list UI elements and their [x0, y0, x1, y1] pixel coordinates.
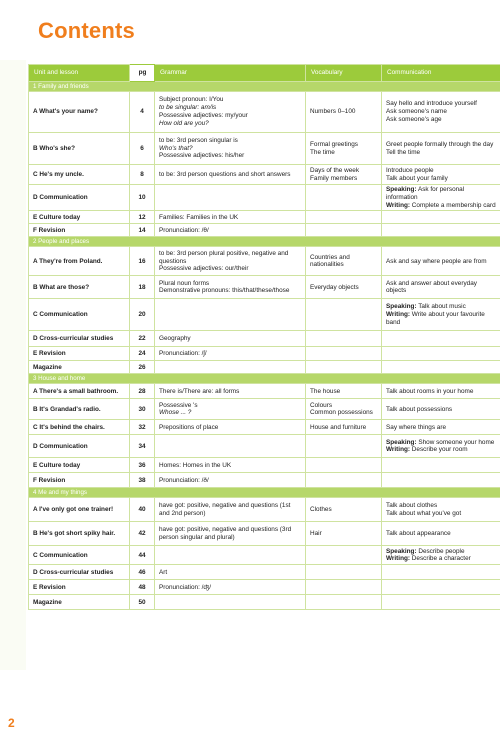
vocabulary-cell — [306, 473, 382, 488]
grammar-cell — [155, 435, 306, 458]
vocabulary-cell — [306, 347, 382, 361]
contents-table-wrapper — [28, 64, 500, 610]
lesson-title: C Communication — [29, 299, 130, 331]
vocabulary-cell-line: Common possessions — [310, 409, 373, 417]
vocabulary-cell — [306, 458, 382, 473]
communication-cell-line: Tell the time — [386, 148, 421, 156]
table-row — [29, 580, 500, 595]
grammar-cell — [155, 276, 306, 299]
section-title: 4 Me and my things — [29, 488, 500, 498]
vocabulary-cell-line: House and furniture — [310, 423, 367, 431]
communication-cell — [382, 498, 500, 522]
lesson-title: D Communication — [29, 435, 130, 458]
skill-text: Write about your favourite band — [386, 311, 485, 326]
grammar-cell-line: to be: 3rd person plural positive, negative and questions — [159, 249, 289, 265]
grammar-cell — [155, 473, 306, 488]
communication-cell-line: Talk about what you've got — [386, 509, 462, 517]
vocabulary-cell — [306, 247, 382, 276]
lesson-title: E Culture today — [29, 458, 130, 473]
communication-cell-line — [386, 186, 496, 202]
table-row — [29, 522, 500, 546]
communication-cell — [382, 435, 500, 458]
page-ref: 36 — [130, 458, 155, 473]
communication-cell-line — [386, 555, 496, 563]
grammar-cell-line: There is/There are: all forms — [159, 387, 240, 395]
grammar-cell-line: Demonstrative pronouns: this/that/these/those — [159, 287, 290, 295]
communication-cell-line: Talk about appearance — [386, 530, 451, 538]
page-ref: 38 — [130, 473, 155, 488]
table-row — [29, 247, 500, 276]
grammar-cell — [155, 224, 306, 237]
page-ref: 28 — [130, 384, 155, 399]
communication-cell — [382, 165, 500, 185]
grammar-cell-line: Whose ... ? — [159, 409, 192, 417]
page-ref: 24 — [130, 347, 155, 361]
vocabulary-cell — [306, 435, 382, 458]
communication-cell — [382, 420, 500, 435]
skill-label: Writing: — [386, 555, 411, 563]
lesson-title: D Communication — [29, 185, 130, 211]
skill-label: Speaking: — [386, 186, 417, 193]
skill-text: Describe a character — [410, 555, 471, 563]
communication-cell-line: Ask and answer about everyday objects — [386, 279, 477, 295]
vocabulary-cell-line: The time — [310, 148, 335, 156]
skill-label: Writing: — [386, 201, 411, 209]
grammar-cell-line: Subject pronoun: I/You — [159, 96, 224, 104]
communication-cell-line — [386, 311, 496, 327]
vocabulary-cell-line: Days of the week — [310, 166, 360, 174]
grammar-cell — [155, 347, 306, 361]
communication-cell-line: Say hello and introduce yourself — [386, 100, 477, 108]
grammar-cell-line: Prepositions of place — [159, 423, 219, 431]
grammar-cell-line: Possessive adjectives: my/your — [159, 112, 248, 119]
page-number: 2 — [8, 716, 15, 730]
page-ref: 14 — [130, 224, 155, 237]
skill-label: Speaking: — [386, 438, 417, 446]
skill-text: Talk about music — [416, 303, 466, 311]
skill-text: Describe your room — [410, 446, 468, 454]
contents-table — [28, 64, 500, 610]
vocabulary-cell — [306, 498, 382, 522]
contents-body — [29, 82, 500, 610]
communication-cell — [382, 347, 500, 361]
page-ref: 50 — [130, 595, 155, 610]
table-row — [29, 331, 500, 347]
communication-cell-line: Talk about possessions — [386, 405, 453, 413]
table-row — [29, 458, 500, 473]
communication-cell-line: Ask someone's age — [386, 115, 442, 123]
page-ref: 44 — [130, 546, 155, 565]
grammar-cell — [155, 458, 306, 473]
grammar-cell — [155, 399, 306, 420]
header-unit: Unit and lesson — [29, 65, 130, 82]
communication-cell-line: Talk about clothes — [386, 502, 438, 510]
grammar-cell — [155, 92, 306, 133]
grammar-cell — [155, 247, 306, 276]
vocabulary-cell — [306, 276, 382, 299]
page-ref: 34 — [130, 435, 155, 458]
lesson-title: E Revision — [29, 347, 130, 361]
table-row — [29, 384, 500, 399]
vocabulary-cell — [306, 565, 382, 580]
grammar-cell — [155, 522, 306, 546]
table-row — [29, 299, 500, 331]
vocabulary-cell — [306, 133, 382, 165]
page-title: Contents — [38, 18, 135, 43]
vocabulary-cell — [306, 546, 382, 565]
vocabulary-cell — [306, 580, 382, 595]
grammar-cell — [155, 595, 306, 610]
communication-cell-line: Introduce people — [386, 166, 434, 174]
grammar-cell — [155, 185, 306, 211]
communication-cell-line: Ask someone's name — [386, 108, 447, 116]
lesson-title: A What's your name? — [29, 92, 130, 133]
vocabulary-cell — [306, 420, 382, 435]
communication-cell — [382, 399, 500, 420]
section-header-row — [29, 374, 500, 384]
communication-cell — [382, 384, 500, 399]
vocabulary-cell-line: Hair — [310, 530, 322, 538]
table-row — [29, 546, 500, 565]
table-row — [29, 435, 500, 458]
grammar-cell — [155, 165, 306, 185]
page-ref: 12 — [130, 211, 155, 224]
page-ref: 46 — [130, 565, 155, 580]
communication-cell — [382, 92, 500, 133]
section-title: 2 People and places — [29, 237, 500, 247]
lesson-title: F Revision — [29, 224, 130, 237]
lesson-title: D Cross-curricular studies — [29, 331, 130, 347]
communication-cell — [382, 522, 500, 546]
page-ref: 42 — [130, 522, 155, 546]
communication-cell — [382, 473, 500, 488]
communication-cell-line: Say where things are — [386, 423, 447, 431]
grammar-cell — [155, 384, 306, 399]
lesson-title: A They're from Poland. — [29, 247, 130, 276]
communication-cell — [382, 361, 500, 374]
skill-label: Speaking: — [386, 303, 417, 311]
skill-text: Show someone your home — [416, 438, 495, 446]
lesson-title: D Cross-curricular studies — [29, 565, 130, 580]
vocabulary-cell — [306, 522, 382, 546]
communication-cell — [382, 276, 500, 299]
table-row — [29, 165, 500, 185]
vocabulary-cell-line: Countries and nationalities — [310, 253, 350, 269]
table-row — [29, 347, 500, 361]
vocabulary-cell — [306, 595, 382, 610]
lesson-title: B He's got short spiky hair. — [29, 522, 130, 546]
vocabulary-cell — [306, 165, 382, 185]
vocabulary-cell — [306, 211, 382, 224]
page-ref: 30 — [130, 399, 155, 420]
vocabulary-cell — [306, 384, 382, 399]
vocabulary-cell — [306, 224, 382, 237]
table-row — [29, 92, 500, 133]
communication-cell — [382, 546, 500, 565]
grammar-cell-line: Homes: Homes in the UK — [159, 461, 232, 469]
header-vocabulary: Vocabulary — [306, 65, 382, 82]
communication-cell — [382, 299, 500, 331]
vocabulary-cell-line: The house — [310, 387, 341, 395]
section-header-row — [29, 237, 500, 247]
vocabulary-cell-line: Family members — [310, 174, 358, 182]
skill-label: Writing: — [386, 446, 411, 454]
grammar-cell — [155, 580, 306, 595]
communication-cell — [382, 133, 500, 165]
table-row — [29, 224, 500, 237]
grammar-cell — [155, 565, 306, 580]
grammar-cell-line: Pronunciation: /ʤ/ — [159, 583, 211, 591]
communication-cell — [382, 565, 500, 580]
communication-cell — [382, 247, 500, 276]
header-pg: pg — [130, 65, 155, 82]
grammar-cell-line: Possessive adjectives: our/their — [159, 265, 249, 273]
table-row — [29, 211, 500, 224]
page-ref: 6 — [130, 133, 155, 165]
skill-text: Describe people — [416, 547, 465, 555]
communication-cell-line: Ask and say where people are from — [386, 257, 487, 265]
lesson-title: E Revision — [29, 580, 130, 595]
page-ref: 18 — [130, 276, 155, 299]
table-row — [29, 498, 500, 522]
grammar-cell — [155, 546, 306, 565]
vocabulary-cell — [306, 92, 382, 133]
grammar-cell-line: Plural noun forms — [159, 279, 210, 287]
page-ref: 26 — [130, 361, 155, 374]
page-ref: 32 — [130, 420, 155, 435]
vocabulary-cell-line: Clothes — [310, 506, 332, 514]
section-title: 1 Family and friends — [29, 82, 500, 92]
grammar-cell-line: How old are you? — [159, 119, 209, 127]
communication-cell — [382, 458, 500, 473]
grammar-cell-line: Art — [159, 568, 168, 576]
grammar-cell-line: Geography — [159, 335, 191, 343]
skill-text: Ask for personal information — [386, 186, 465, 201]
grammar-cell-line: have got: positive, negative and questions (1st and 2nd person) — [159, 502, 291, 517]
communication-cell — [382, 211, 500, 224]
section-header-row — [29, 488, 500, 498]
grammar-cell — [155, 420, 306, 435]
lesson-title: C He's my uncle. — [29, 165, 130, 185]
lesson-title: A There's a small bathroom. — [29, 384, 130, 399]
vocabulary-cell-line: Formal greetings — [310, 140, 358, 148]
page-ref: 48 — [130, 580, 155, 595]
grammar-cell-line: Possessive adjectives: his/her — [159, 152, 245, 160]
page-ref: 10 — [130, 185, 155, 211]
table-row — [29, 185, 500, 211]
table-row — [29, 595, 500, 610]
page-ref: 16 — [130, 247, 155, 276]
lesson-title: B Who's she? — [29, 133, 130, 165]
lesson-title: Magazine — [29, 595, 130, 610]
page-ref: 8 — [130, 165, 155, 185]
communication-cell — [382, 331, 500, 347]
communication-cell — [382, 580, 500, 595]
communication-cell-line — [386, 202, 496, 210]
grammar-cell-line: to be: 3rd person singular is — [159, 136, 238, 144]
grammar-cell — [155, 498, 306, 522]
communication-cell-line — [386, 548, 496, 556]
vocabulary-cell-line: Numbers 0–100 — [310, 108, 356, 116]
table-row — [29, 420, 500, 435]
grammar-cell-line: Who's that? — [159, 144, 193, 152]
communication-cell-line: Talk about your family — [386, 174, 448, 182]
vocabulary-cell — [306, 299, 382, 331]
page-ref: 4 — [130, 92, 155, 133]
page-ref: 40 — [130, 498, 155, 522]
lesson-title: Magazine — [29, 361, 130, 374]
table-row — [29, 473, 500, 488]
header-grammar: Grammar — [155, 65, 306, 82]
grammar-cell — [155, 299, 306, 331]
lesson-title: B It's Grandad's radio. — [29, 399, 130, 420]
grammar-cell — [155, 211, 306, 224]
grammar-cell-line: have got: positive, negative and questions (3rd person singular and plural) — [159, 526, 292, 541]
communication-cell — [382, 595, 500, 610]
grammar-cell — [155, 133, 306, 165]
section-header-row — [29, 82, 500, 92]
skill-label: Speaking: — [386, 547, 417, 555]
lesson-title: E Culture today — [29, 211, 130, 224]
page-ref: 22 — [130, 331, 155, 347]
vocabulary-cell — [306, 185, 382, 211]
grammar-cell-line: Pronunciation: /ð/ — [159, 476, 209, 484]
lesson-title: C Communication — [29, 546, 130, 565]
grammar-cell — [155, 361, 306, 374]
skill-label: Writing: — [386, 311, 411, 319]
grammar-cell-line: to be: 3rd person questions and short answers — [159, 170, 291, 178]
skill-text: Complete a membership card — [410, 201, 496, 209]
communication-cell-line — [386, 303, 496, 311]
lesson-title: B What are those? — [29, 276, 130, 299]
communication-cell-line — [386, 446, 496, 454]
header-communication: Communication — [382, 65, 500, 82]
lesson-title: C It's behind the chairs. — [29, 420, 130, 435]
grammar-cell-line: Families: Families in the UK — [159, 213, 239, 221]
vocabulary-cell-line: Colours — [310, 401, 333, 409]
table-row — [29, 361, 500, 374]
section-title: 3 House and home — [29, 374, 500, 384]
vocabulary-cell — [306, 331, 382, 347]
table-row — [29, 565, 500, 580]
grammar-cell — [155, 331, 306, 347]
grammar-cell-line: Pronunciation: /θ/ — [159, 226, 209, 234]
table-row — [29, 276, 500, 299]
table-row — [29, 399, 500, 420]
vocabulary-cell — [306, 361, 382, 374]
header-row — [29, 65, 500, 82]
vocabulary-cell-line: Everyday objects — [310, 283, 359, 291]
table-row — [29, 133, 500, 165]
left-margin-band — [0, 60, 26, 670]
communication-cell-line: Greet people formally through the day — [386, 140, 494, 148]
page-ref: 20 — [130, 299, 155, 331]
communication-cell-line — [386, 439, 496, 447]
grammar-cell-line: Possessive 's — [159, 401, 198, 409]
lesson-title: A I've only got one trainer! — [29, 498, 130, 522]
vocabulary-cell — [306, 399, 382, 420]
communication-cell — [382, 185, 500, 211]
grammar-cell-line: Pronunciation: /ʃ/ — [159, 350, 207, 358]
lesson-title: F Revision — [29, 473, 130, 488]
communication-cell-line: Talk about rooms in your home — [386, 387, 474, 395]
communication-cell — [382, 224, 500, 237]
grammar-cell-line: to be singular: am/is — [159, 104, 217, 112]
